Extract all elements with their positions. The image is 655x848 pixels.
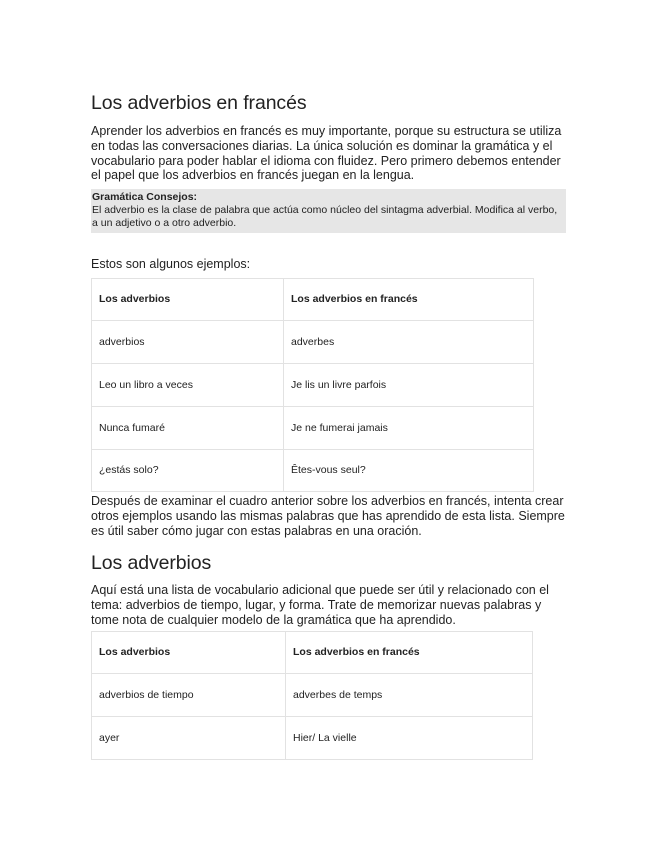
table-cell: adverbes	[284, 320, 534, 363]
table-cell: Je lis un livre parfois	[284, 363, 534, 406]
column-header: Los adverbios	[92, 278, 284, 320]
table-row	[92, 406, 534, 449]
examples-label: Estos son algunos ejemplos:	[91, 257, 251, 272]
grammar-tip-text: El adverbio es la clase de palabra que actúa como núcleo del sintagma adverbial. Modifica al verbo, a un adjetivo o a otro adverbio.	[92, 204, 558, 230]
table-header-row	[92, 278, 534, 320]
grammar-tip-title: Gramática Consejos:	[92, 191, 198, 204]
table-cell: ayer	[92, 716, 286, 759]
table-row	[92, 320, 534, 363]
column-header: Los adverbios en francés	[286, 631, 533, 673]
table-header-row	[92, 631, 533, 673]
table-row	[92, 363, 534, 406]
table-cell: ¿estás solo?	[92, 449, 284, 491]
table-cell: Je ne fumerai jamais	[284, 406, 534, 449]
after-table-paragraph: Después de examinar el cuadro anterior sobre los adverbios en francés, intenta crear otros ejemplos usando las mismas palabras que has aprendido de esta lista. Siempre es útil saber cómo jugar con estas palabras en una oración.	[91, 493, 565, 538]
table-cell: Nunca fumaré	[92, 406, 284, 449]
section-title-adverbios: Los adverbios	[91, 552, 212, 575]
document-page	[91, 90, 566, 760]
grammar-tip-box	[91, 189, 566, 233]
column-header: Los adverbios en francés	[284, 278, 534, 320]
table-cell: Hier/ La vielle	[286, 716, 533, 759]
table-cell: adverbios de tiempo	[92, 673, 286, 716]
intro-paragraph: Aprender los adverbios en francés es muy importante, porque su estructura se utiliza en todas las conversaciones diarias. La única solución es dominar la gramática y el vocabulario para poder hablar el idioma con fluidez. Pero primero debemos entender el papel que los adverbios en francés juegan en la lengua.	[91, 124, 562, 183]
table-cell: adverbes de temps	[286, 673, 533, 716]
table-cell: Êtes-vous seul?	[284, 449, 534, 491]
vocabulary-paragraph: Aquí está una lista de vocabulario adicional que puede ser útil y relacionado con el tema: adverbios de tiempo, lugar, y forma. Trate de memorizar nuevas palabras y tome nota de cualquier modelo de la gramática que ha aprendido.	[91, 583, 549, 627]
vocabulary-table	[91, 631, 533, 760]
table-row	[92, 673, 533, 716]
section-title-adverbios-frances: Los adverbios en francés	[91, 92, 307, 114]
examples-table	[91, 278, 534, 492]
table-cell: adverbios	[92, 320, 284, 363]
column-header: Los adverbios	[92, 631, 286, 673]
table-row	[92, 449, 534, 491]
table-row	[92, 716, 533, 759]
table-cell: Leo un libro a veces	[92, 363, 284, 406]
